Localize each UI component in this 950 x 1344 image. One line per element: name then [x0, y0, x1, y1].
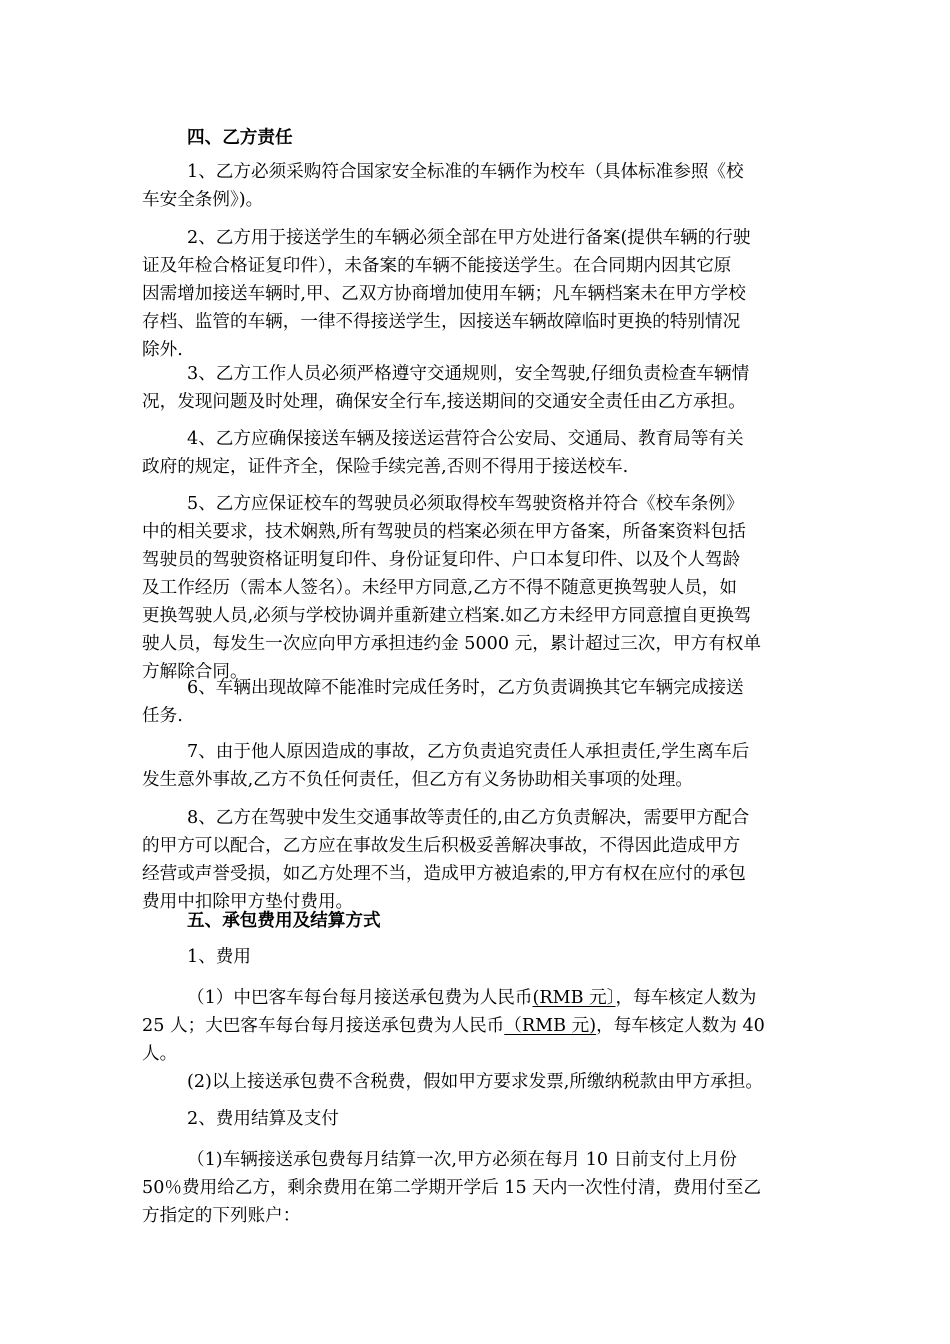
line: 2、乙方用于接送学生的车辆必须全部在甲方处进行备案(提供车辆的行驶: [187, 228, 751, 248]
line: [142, 1012, 807, 1040]
line: 更换驾驶人员,必须与学校协调并重新建立档案.如乙方未经甲方同意擅自更换驾: [142, 606, 752, 626]
paragraph-item-4-6: [142, 674, 807, 730]
line: （1)车辆接送承包费每月结算一次,甲方必须在每月 10 日前支付上月份: [187, 1150, 737, 1170]
line: 方解除合同。: [142, 662, 248, 682]
paragraph-item-4-7: [142, 738, 807, 794]
line: 驶人员，每发生一次应向甲方承担违约金 5000 元，累计超过三次，甲方有权单: [142, 634, 761, 654]
line: (2)以上接送承包费不含税费，假如甲方要求发票,所缴纳税款由甲方承担。: [187, 1072, 763, 1092]
line: 人。: [142, 1044, 178, 1064]
text: ，每车核定人数为: [615, 988, 757, 1008]
line: 8、乙方在驾驶中发生交通事故等责任的,由乙方负责解决，需要甲方配合: [187, 808, 750, 828]
line: 1、乙方必须采购符合国家安全标准的车辆作为校车（具体标准参照《校: [187, 162, 744, 182]
subheading-settlement: 2、费用结算及支付: [187, 1109, 339, 1129]
line: 因需增加接送车辆时,甲、乙双方协商增加使用车辆；凡车辆档案未在甲方学校: [142, 284, 746, 304]
line: 发生意外事故,乙方不负任何责任，但乙方有义务协助相关事项的处理。: [142, 770, 694, 790]
line: 费用中扣除甲方垫付费用。: [142, 892, 354, 912]
paragraph-item-4-5: [142, 490, 807, 686]
text: （1）中巴客车每台每月接送承包费为人民币: [187, 988, 533, 1008]
line: 5、乙方应保证校车的驾驶员必须取得校车驾驶资格并符合《校车条例》: [187, 494, 744, 514]
line: 50％费用给乙方，剩余费用在第二学期开学后 15 天内一次性付清，费用付至乙: [142, 1178, 761, 1198]
paragraph-item-4-4: [142, 425, 807, 481]
line: 7、由于他人原因造成的事故，乙方负责追究责任人承担责任,学生离车后: [187, 742, 750, 762]
line: 及工作经历（需本人签名）。未经甲方同意,乙方不得不随意更换驾驶人员，如: [142, 578, 737, 598]
line: 经营或声誉受损，如乙方处理不当，造成甲方被追索的,甲方有权在应付的承包: [142, 864, 746, 884]
paragraph-item-4-8: [142, 804, 807, 916]
line: 4、乙方应确保接送车辆及接送运营符合公安局、交通局、教育局等有关: [187, 429, 744, 449]
line: 6、车辆出现故障不能准时完成任务时，乙方负责调换其它车辆完成接送: [187, 678, 744, 698]
section-heading-4: 四、乙方责任: [187, 127, 293, 148]
line: 任务.: [142, 706, 183, 726]
blank-amount-field: （RMB 元): [504, 1016, 597, 1036]
line: 政府的规定，证件齐全，保险手续完善,否则不得用于接送校车.: [142, 457, 629, 477]
subheading-fee: 1、费用: [187, 947, 251, 967]
paragraph-tax: [142, 1068, 807, 1096]
line: 中的相关要求，技术娴熟,所有驾驶员的档案必须在甲方备案，所备案资料包括: [142, 522, 746, 542]
section-heading-5: 五、承包费用及结算方式: [187, 910, 381, 931]
line: 3、乙方工作人员必须严格遵守交通规则，安全驾驶,仔细负责检查车辆情: [187, 364, 750, 384]
line: 方指定的下列账户：: [142, 1206, 301, 1226]
blank-amount-field: (RMB 元〕: [532, 988, 616, 1008]
line: 况，发现问题及时处理，确保安全行车,接送期间的交通安全责任由乙方承担。: [142, 392, 746, 412]
paragraph-fee-1: [142, 984, 807, 1068]
text: 25 人；大巴客车每台每月接送承包费为人民币: [142, 1016, 505, 1036]
text: ，每车核定人数为 40: [596, 1016, 765, 1036]
line: [142, 984, 807, 1012]
paragraph-settlement: [142, 1146, 807, 1230]
line: 车安全条例》)。: [142, 190, 264, 210]
paragraph-item-4-3: [142, 360, 807, 416]
line: 除外.: [142, 340, 183, 360]
paragraph-item-4-1: [142, 158, 807, 214]
line: 存档、监管的车辆，一律不得接送学生，因接送车辆故障临时更换的特别情况: [142, 312, 741, 332]
line: 证及年检合格证复印件），未备案的车辆不能接送学生。在合同期内因其它原: [142, 256, 732, 276]
line: 驾驶员的驾驶资格证明复印件、身份证复印件、户口本复印件、以及个人驾龄: [142, 550, 741, 570]
line: 的甲方可以配合，乙方应在事故发生后积极妥善解决事故，不得因此造成甲方: [142, 836, 741, 856]
paragraph-item-4-2: [142, 224, 807, 364]
